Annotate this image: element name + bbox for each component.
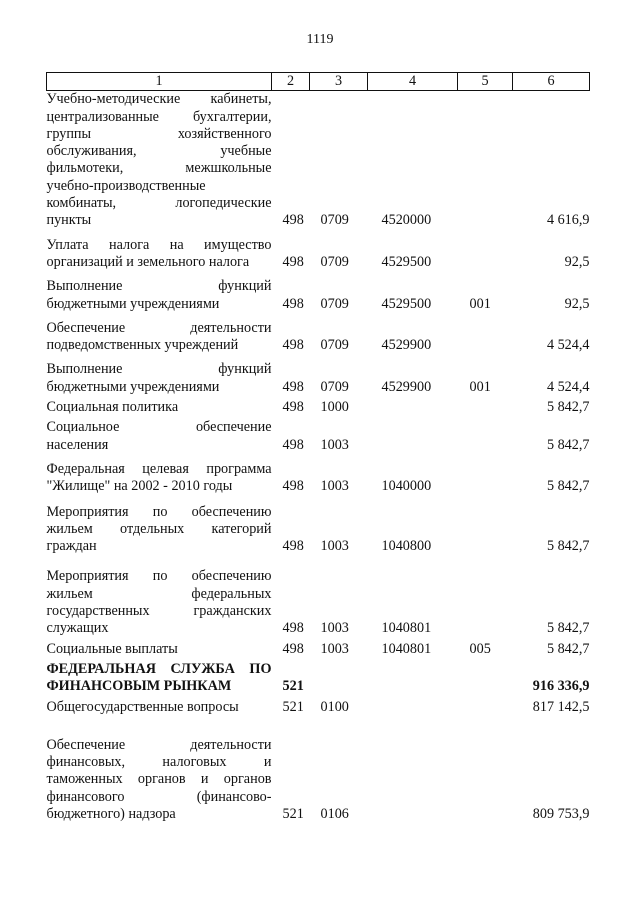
col2-code: 498 bbox=[282, 253, 304, 270]
amount: 916 336,9 bbox=[532, 678, 590, 695]
description-line: бюджетными учреждениями bbox=[46, 295, 220, 312]
description-line: Мероприятия по обеспечению bbox=[46, 568, 272, 585]
table-row bbox=[47, 555, 590, 637]
row-description bbox=[47, 313, 272, 355]
row-description bbox=[47, 555, 272, 637]
row-description bbox=[47, 496, 272, 556]
description-line: Мероприятия по обеспечению bbox=[46, 503, 272, 520]
col3-code: 1000 bbox=[320, 399, 349, 416]
col5-code bbox=[458, 658, 513, 696]
amount: 92,5 bbox=[564, 295, 590, 312]
col4-code: 4529500 bbox=[381, 253, 432, 270]
col2-code: 498 bbox=[282, 337, 304, 354]
description-line: населения bbox=[46, 436, 109, 453]
row-description bbox=[47, 91, 272, 230]
column-number: 6 bbox=[513, 73, 590, 91]
col2-code: 498 bbox=[282, 378, 304, 395]
description-line: Обеспечение деятельности bbox=[46, 319, 272, 336]
col5-code bbox=[458, 91, 513, 230]
table-row bbox=[47, 313, 590, 355]
description-line: государственных гражданских bbox=[46, 603, 272, 620]
table-row bbox=[47, 658, 590, 696]
col4-code: 1040000 bbox=[381, 478, 432, 495]
description-line: Социальное обеспечение bbox=[46, 419, 272, 436]
col2-code: 498 bbox=[282, 538, 304, 555]
col2-code: 498 bbox=[282, 620, 304, 637]
description-line: жильем отдельных категорий bbox=[46, 520, 272, 537]
col5-code bbox=[458, 454, 513, 496]
col3-code: 1003 bbox=[320, 538, 349, 555]
description-line: подведомственных учреждений bbox=[46, 337, 239, 354]
description-line: Обеспечение деятельности bbox=[46, 736, 272, 753]
description-line: бюджетными учреждениями bbox=[46, 378, 220, 395]
column-number: 3 bbox=[310, 73, 368, 91]
description-line: учебно-производственные bbox=[46, 177, 206, 194]
amount: 4 524,4 bbox=[546, 337, 590, 354]
description-line: централизованные бухгалтерии, bbox=[46, 108, 272, 125]
col4-code: 1040801 bbox=[381, 640, 432, 657]
amount: 5 842,7 bbox=[546, 399, 590, 416]
amount: 4 616,9 bbox=[546, 212, 590, 229]
col3-code: 0106 bbox=[320, 805, 349, 822]
col3-code bbox=[310, 658, 368, 696]
description-line: Учебно-методические кабинеты, bbox=[46, 91, 272, 108]
col2-code: 498 bbox=[282, 399, 304, 416]
col4-code bbox=[368, 396, 458, 416]
col4-code bbox=[368, 416, 458, 454]
description-line: пункты bbox=[46, 212, 92, 229]
col3-code: 1003 bbox=[320, 640, 349, 657]
col4-code bbox=[368, 658, 458, 696]
description-line: финансового (финансово- bbox=[46, 788, 272, 805]
description-line: финансовых, налоговых и bbox=[46, 754, 272, 771]
description-line: служащих bbox=[46, 620, 109, 637]
row-description bbox=[47, 696, 272, 716]
description-line: Федеральная целевая программа bbox=[46, 460, 272, 477]
col2-code: 521 bbox=[282, 805, 304, 822]
col3-code: 1003 bbox=[320, 478, 349, 495]
description-line: группы хозяйственного bbox=[46, 125, 272, 142]
col5-code bbox=[458, 555, 513, 637]
description-line: ФЕДЕРАЛЬНАЯ СЛУЖБА ПО bbox=[46, 660, 272, 677]
row-description bbox=[47, 271, 272, 313]
col5-code bbox=[458, 416, 513, 454]
row-description bbox=[47, 658, 272, 696]
description-line: комбинаты, логопедические bbox=[46, 195, 272, 212]
table-row bbox=[47, 396, 590, 416]
col3-code: 0709 bbox=[320, 253, 349, 270]
description-line: жильем федеральных bbox=[46, 585, 272, 602]
col2-code: 498 bbox=[282, 478, 304, 495]
amount: 4 524,4 bbox=[546, 378, 590, 395]
row-description bbox=[47, 416, 272, 454]
col2-code: 521 bbox=[282, 698, 304, 715]
col5-code bbox=[458, 230, 513, 272]
amount: 5 842,7 bbox=[546, 436, 590, 453]
amount: 92,5 bbox=[564, 253, 590, 270]
col2-code: 498 bbox=[282, 212, 304, 229]
table-row bbox=[47, 716, 590, 823]
col3-code: 0709 bbox=[320, 212, 349, 229]
description-line: Социальная политика bbox=[46, 399, 179, 416]
col3-code: 1003 bbox=[320, 436, 349, 453]
col5-code bbox=[458, 313, 513, 355]
col4-code: 4529500 bbox=[381, 295, 432, 312]
page-number: 1119 bbox=[306, 32, 334, 47]
col5-code bbox=[458, 716, 513, 823]
col4-code bbox=[368, 716, 458, 823]
description-line: граждан bbox=[46, 538, 97, 555]
row-description bbox=[47, 454, 272, 496]
col2-code: 498 bbox=[282, 295, 304, 312]
column-number: 5 bbox=[458, 73, 513, 91]
budget-table bbox=[46, 72, 590, 823]
description-line: Общегосударственные вопросы bbox=[46, 698, 239, 715]
table-row bbox=[47, 91, 590, 230]
description-line: таможенных органов и органов bbox=[46, 771, 272, 788]
description-line: обслуживания, учебные bbox=[46, 143, 272, 160]
amount: 817 142,5 bbox=[532, 698, 590, 715]
table-row bbox=[47, 354, 590, 396]
description-line: фильмотеки, межшкольные bbox=[46, 160, 272, 177]
row-description bbox=[47, 230, 272, 272]
description-line: "Жилище" на 2002 - 2010 годы bbox=[46, 478, 233, 495]
amount: 5 842,7 bbox=[546, 640, 590, 657]
col5-code bbox=[458, 696, 513, 716]
table-row bbox=[47, 454, 590, 496]
table-row bbox=[47, 638, 590, 658]
row-description bbox=[47, 638, 272, 658]
col3-code: 0709 bbox=[320, 295, 349, 312]
col2-code: 498 bbox=[282, 640, 304, 657]
col3-code: 0709 bbox=[320, 337, 349, 354]
description-line: бюджетного) надзора bbox=[46, 805, 176, 822]
amount: 5 842,7 bbox=[546, 620, 590, 637]
row-description bbox=[47, 716, 272, 823]
table-body bbox=[47, 91, 590, 823]
description-line: Социальные выплаты bbox=[46, 640, 178, 657]
col4-code: 4520000 bbox=[381, 212, 432, 229]
table-row bbox=[47, 696, 590, 716]
row-description bbox=[47, 354, 272, 396]
description-line: Выполнение функций bbox=[46, 361, 272, 378]
col5-code bbox=[458, 396, 513, 416]
column-number: 4 bbox=[368, 73, 458, 91]
description-line: организаций и земельного налога bbox=[46, 253, 250, 270]
col5-code bbox=[458, 496, 513, 556]
table-row bbox=[47, 230, 590, 272]
col2-code: 498 bbox=[282, 436, 304, 453]
col2-code: 521 bbox=[282, 678, 304, 695]
table-row bbox=[47, 416, 590, 454]
col4-code: 4529900 bbox=[381, 337, 432, 354]
col3-code: 0100 bbox=[320, 698, 349, 715]
col5-code: 005 bbox=[469, 640, 491, 657]
col4-code: 1040800 bbox=[381, 538, 432, 555]
description-line: Уплата налога на имущество bbox=[46, 236, 272, 253]
description-line: Выполнение функций bbox=[46, 278, 272, 295]
col3-code: 0709 bbox=[320, 378, 349, 395]
col5-code: 001 bbox=[469, 378, 491, 395]
row-description bbox=[47, 396, 272, 416]
column-number-row bbox=[47, 73, 590, 91]
table-row bbox=[47, 271, 590, 313]
amount: 5 842,7 bbox=[546, 478, 590, 495]
col4-code: 1040801 bbox=[381, 620, 432, 637]
col3-code: 1003 bbox=[320, 620, 349, 637]
table-row bbox=[47, 496, 590, 556]
amount: 809 753,9 bbox=[532, 805, 590, 822]
col4-code: 4529900 bbox=[381, 378, 432, 395]
column-number: 2 bbox=[272, 73, 310, 91]
column-number: 1 bbox=[47, 73, 272, 91]
col5-code: 001 bbox=[469, 295, 491, 312]
col4-code bbox=[368, 696, 458, 716]
amount: 5 842,7 bbox=[546, 538, 590, 555]
description-line: ФИНАНСОВЫМ РЫНКАМ bbox=[46, 678, 232, 695]
